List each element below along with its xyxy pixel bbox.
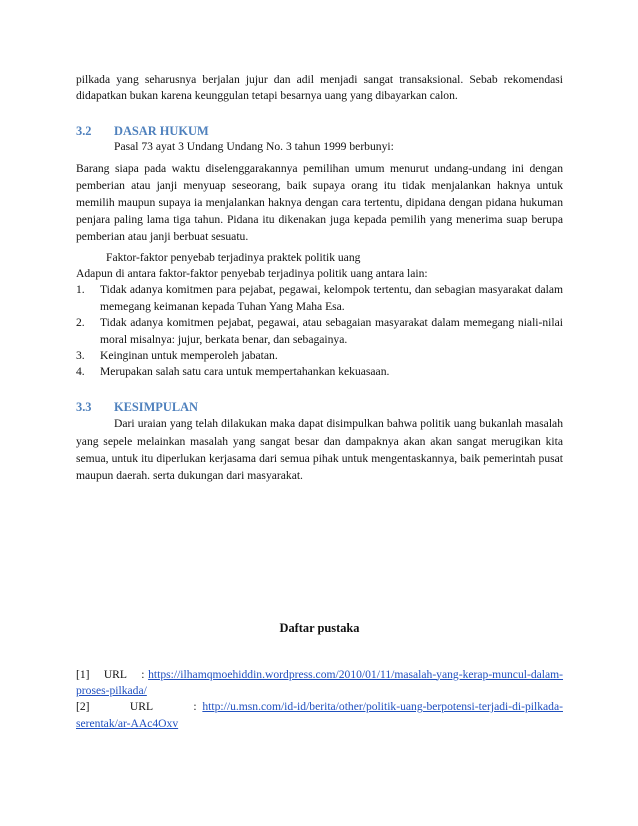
reference-separator: : xyxy=(193,700,197,714)
section-number: 3.3 xyxy=(76,399,92,414)
reference-item xyxy=(76,667,563,700)
section-title: KESIMPULAN xyxy=(114,399,198,414)
list-item: 3. Keinginan untuk memperoleh jabatan. xyxy=(76,349,278,363)
conclusion-paragraph: Dari uraian yang telah dilakukan maka dapat disimpulkan bahwa politik uang bukanlah masalah yang sepele melainkan masalah yang sangat besar dan dampaknya akan akan sangat merugikan kita semua, untuk itu diperlukan kerjasama dari semua pihak untuk mengentaskannya, baik pemerintah pusat maupun daerah. serta dukungan dari masyarakat. xyxy=(76,417,563,482)
reference-label: URL xyxy=(103,667,127,681)
reference-link[interactable]: http://u.msn.com/id-id/berita/other/politik-uang-berpotensi-terjadi-di-pilkada-serentak/ar-AAc4Oxv xyxy=(76,700,563,730)
legal-basis-paragraph: Barang siapa pada waktu diselenggarakannya pemilihan umum menurut undang-undang ini dengan pemberian atau janji menyuap seseorang, baik supaya orang itu tidak menjalankan haknya untuk memilih maupun supaya ia menjalankan haknya dengan cara tertentu, dipidana dengan pidana hukuman penjara paling lama tiga tahun. Pidana itu dikenakan juga kepada pemilih yang menerima suap berupa pemberian atau janji berbuat sesuatu. xyxy=(76,161,563,244)
section-number: 3.2 xyxy=(76,123,92,138)
section-3-3-heading xyxy=(76,399,563,415)
references-list xyxy=(76,667,563,733)
list-item: 4. Merupakan salah satu cara untuk mempertahankan kekuasaan. xyxy=(76,365,390,379)
reference-index: [2] xyxy=(76,700,90,714)
list-item: 2. Tidak adanya komitmen pejabat, pegawai, atau sebagaian masyarakat dalam memegang niali-nilai moral misalnya: jujur, berkata benar, dan sebagainya. xyxy=(76,316,563,346)
reference-item xyxy=(76,699,563,732)
factors-list xyxy=(76,282,563,380)
reference-label: URL xyxy=(129,700,154,714)
references-title: Daftar pustaka xyxy=(279,621,360,636)
factors-heading: Faktor-faktor penyebab terjadinya praktek politik uang xyxy=(106,250,361,264)
legal-basis-subtitle: Pasal 73 ayat 3 Undang Undang No. 3 tahun 1999 berbunyi: xyxy=(114,140,394,154)
reference-link[interactable]: https://ilhamqmoehiddin.wordpress.com/2010/01/11/masalah-yang-kerap-muncul-dalam-proses-pilkada/ xyxy=(76,667,564,697)
section-title: DASAR HUKUM xyxy=(114,123,209,138)
intro-line-2: didapatkan bukan karena keunggulan tetapi besarnya uang yang dibayarkan calon. xyxy=(76,89,458,103)
reference-separator: : xyxy=(141,667,145,681)
section-3-2-heading xyxy=(76,123,563,139)
list-item: 1. Tidak adanya komitmen para pejabat, pegawai, kelompok tertentu, dan sebagian masyarakat dalam memegang keimanan kepada Tuhan Yang Maha Esa. xyxy=(76,283,563,313)
intro-line-1: pilkada yang seharusnya berjalan jujur dan adil menjadi sangat transaksional. Sebab rekomendasi xyxy=(76,73,563,86)
document-page xyxy=(76,72,563,732)
factors-intro: Adapun di antara faktor-faktor penyebab terjadinya politik uang antara lain: xyxy=(76,267,428,281)
reference-index: [1] xyxy=(76,667,90,681)
